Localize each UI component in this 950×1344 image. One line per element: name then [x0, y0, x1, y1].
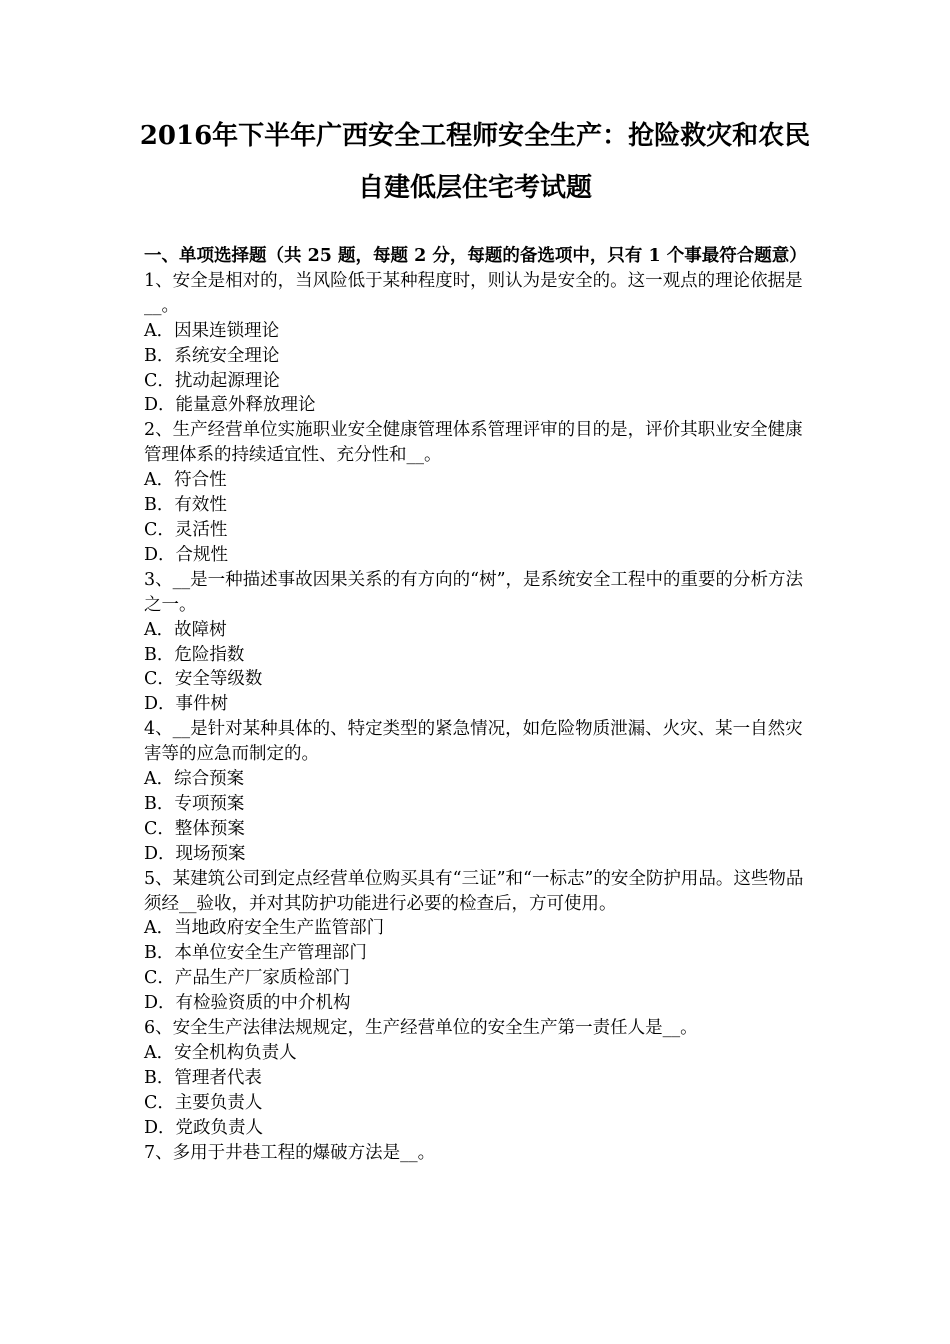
document-title-line-1: 2016年下半年广西安全工程师安全生产：抢险救灾和农民 [139, 121, 811, 151]
option-d: D．党政负责人 [144, 1117, 264, 1138]
question-3 [144, 568, 806, 717]
option-d: D．能量意外释放理论 [144, 395, 316, 416]
question-1 [144, 269, 806, 418]
question-stem: 2、生产经营单位实施职业安全健康管理体系管理评审的目的是，评价其职业安全健康管理体系的持续适宜性、充分性和__。 [144, 420, 803, 466]
question-stem: 6、安全生产法律法规规定，生产经营单位的安全生产第一责任人是__。 [144, 1018, 698, 1039]
question-6 [144, 1016, 806, 1141]
option-d: D．有检验资质的中介机构 [144, 993, 351, 1014]
option-c: C．扰动起源理论 [144, 370, 280, 391]
question-7 [144, 1141, 806, 1166]
question-stem: 7、多用于井巷工程的爆破方法是__。 [144, 1142, 436, 1163]
option-c: C．产品生产厂家质检部门 [144, 968, 350, 989]
option-a: A．故障树 [144, 619, 227, 640]
option-b: B．系统安全理论 [144, 345, 280, 366]
question-stem: 5、某建筑公司到定点经营单位购买具有“三证”和“一标志”的安全防护用品。这些物品须经__验收，并对其防护功能进行必要的检查后，方可使用。 [144, 868, 804, 914]
option-a: A．安全机构负责人 [144, 1043, 297, 1063]
question-2 [144, 418, 806, 567]
option-d: D．合规性 [144, 544, 229, 565]
option-c: C．安全等级数 [144, 669, 263, 690]
document-title-line-2: 自建低层住宅考试题 [357, 173, 592, 203]
option-c: C．灵活性 [144, 519, 228, 540]
question-stem: 3、__是一种描述事故因果关系的有方向的“树”，是系统安全工程中的重要的分析方法之一。 [144, 569, 804, 615]
option-a: A．符合性 [144, 470, 227, 491]
question-stem: 1、安全是相对的，当风险低于某种程度时，则认为是安全的。这一观点的理论依据是__。 [144, 270, 803, 316]
option-d: D．事件树 [144, 694, 229, 715]
option-c: C．主要负责人 [144, 1092, 263, 1113]
document-body [144, 244, 806, 1166]
option-d: D．现场预案 [144, 843, 246, 864]
option-b: B．有效性 [144, 495, 227, 516]
option-c: C．整体预案 [144, 818, 245, 839]
question-5 [144, 867, 806, 1016]
question-4 [144, 717, 806, 866]
option-b: B．专项预案 [144, 793, 245, 814]
section-heading: 一、单项选择题（共 25 题，每题 2 分，每题的备选项中，只有 1 个事最符合题意） [144, 246, 807, 266]
question-stem: 4、__是针对某种具体的、特定类型的紧急情况，如危险物质泄漏、火灾、某一自然灾害等的应急而制定的。 [144, 719, 803, 765]
option-b: B．危险指数 [144, 644, 245, 665]
option-a: A．当地政府安全生产监管部门 [144, 918, 385, 939]
option-b: B．本单位安全生产管理部门 [144, 943, 367, 964]
option-b: B．管理者代表 [144, 1067, 262, 1088]
option-a: A．综合预案 [144, 769, 245, 790]
option-a: A．因果连锁理论 [144, 320, 280, 341]
